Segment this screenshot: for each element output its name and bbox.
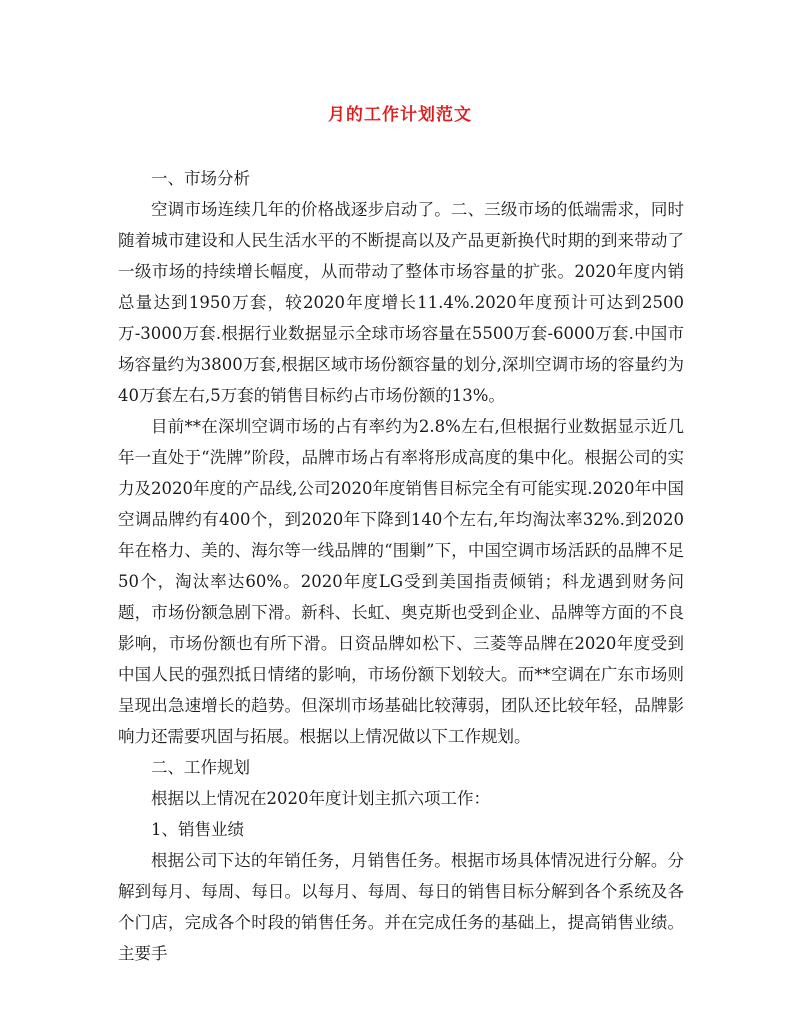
paragraph-plan-intro: 根据以上情况在2020年度计划主抓六项工作： bbox=[151, 789, 490, 808]
paragraph-sales-tasks: 根据公司下达的年销任务，月销售任务。根据市场具体情况进行分解。分解到每月、每周、每日。以每月、每周、每日的销售目标分解到各个系统及各个门店，完成各个时段的销售任务。并在完成任务的基础上，提高销售业绩。主要手 bbox=[118, 851, 684, 963]
paragraph-market-overview: 空调市场连续几年的价格战逐步启动了。二、三级市场的低端需求，同时随着城市建设和人民生活水平的不断提高以及产品更新换代时期的到来带动了一级市场的持续增长幅度，从而带动了整体市场容量的扩张。2020年度内销总量达到1950万套，较2020年度增长11.4%.2020年度预计可达到2500万-3000万套.根据行业数据显示全球市场容量在5500万套-6000万套.中国市场容量约为3800万套,根据区域市场份额容量的划分,深圳空调市场的容量约为40万套左右,5万套的销售目标约占市场份额的13%。 bbox=[118, 200, 684, 405]
section-heading-market-analysis: 一、市场分析 bbox=[151, 169, 250, 188]
document-title: 月的工作计划范文 bbox=[328, 105, 472, 125]
document-body bbox=[118, 163, 684, 969]
paragraph-brand-competition: 目前**在深圳空调市场的占有率约为2.8%左右,但根据行业数据显示近几年一直处于“洗牌”阶段，品牌市场占有率将形成高度的集中化。根据公司的实力及2020年度的产品线,公司2020年度销售目标完全有可能实现.2020年中国空调品牌约有400个，到2020年下降到140个左右,年均淘汰率32%.到2020年在格力、美的、海尔等一线品牌的“围剿”下，中国空调市场活跃的品牌不足50个，淘汰率达60%。2020年度LG受到美国指责倾销；科龙遇到财务问题，市场份额急剧下滑。新科、长虹、奥克斯也受到企业、品牌等方面的不良影响，市场份额也有所下滑。日资品牌如松下、三菱等品牌在2020年度受到中国人民的强烈抵日情绪的影响，市场份额下划较大。而**空调在广东市场则呈现出急速增长的趋势。但深圳市场基础比较薄弱，团队还比较年轻，品牌影响力还需要巩固与拓展。根据以上情况做以下工作规划。 bbox=[118, 417, 684, 746]
subsection-heading-sales-performance: 1、销售业绩 bbox=[151, 820, 244, 839]
section-heading-work-plan: 二、工作规划 bbox=[151, 758, 250, 777]
